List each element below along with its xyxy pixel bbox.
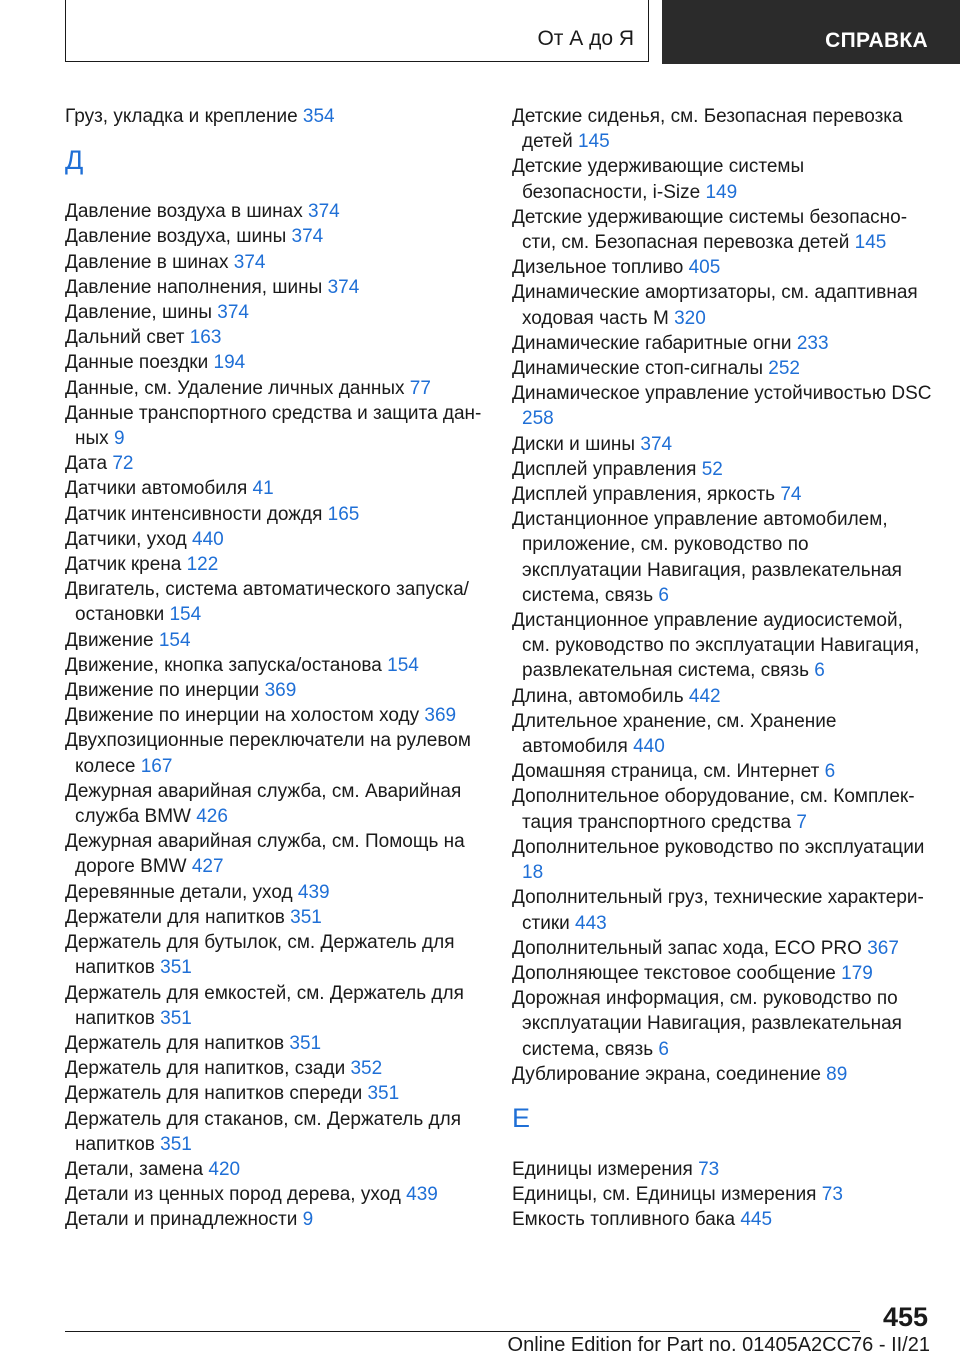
index-section-letter: Е: [512, 1102, 531, 1133]
index-entry-text: Датчики, уход: [65, 528, 193, 550]
index-page-link[interactable]: 6: [658, 584, 669, 606]
index-entry-text: Динамическое управление устойчивостью DSC: [512, 383, 932, 405]
index-page-link[interactable]: 420: [208, 1158, 241, 1180]
index-entry: [65, 1157, 485, 1182]
index-entry: [65, 1031, 485, 1056]
index-entry-text: Данные поездки: [65, 352, 214, 374]
index-page-link[interactable]: 351: [367, 1083, 400, 1105]
index-page-link[interactable]: 374: [327, 276, 360, 298]
index-entry-text: Дисплей управления, яркость: [512, 484, 781, 506]
index-entry: [65, 829, 485, 879]
index-entry-text: Динамические стоп-сигналы: [512, 358, 769, 380]
index-entry-text: Дополнительное руководство по эксплуатации: [512, 836, 925, 858]
index-page-link[interactable]: 122: [186, 554, 219, 576]
index-entry-text: Единицы, см. Единицы измерения: [512, 1184, 822, 1206]
index-page-link[interactable]: 374: [308, 201, 340, 223]
index-page-link[interactable]: 6: [814, 660, 825, 682]
index-entry-text: Данные транспортного средства и защита дан-ных: [65, 402, 482, 450]
index-page-link[interactable]: 374: [217, 302, 249, 324]
index-entry: [65, 376, 485, 401]
index-entry: [512, 1207, 932, 1232]
index-entry-text: Детали из ценных пород дерева, уход: [65, 1184, 407, 1206]
index-page-link[interactable]: 369: [424, 705, 457, 727]
footer-edition: Online Edition for Part no. 01405A2CC76 - II/21: [507, 1334, 930, 1356]
index-entry-text: Дополнительный запас хода, ECO PRO: [512, 937, 868, 959]
index-entry: [512, 986, 932, 1062]
index-page-link[interactable]: 165: [327, 503, 360, 525]
index-entry-text: Держатель для напитков: [65, 1032, 290, 1054]
index-entry: [65, 905, 485, 930]
index-entry: [65, 880, 485, 905]
index-entry-text: Дублирование экрана, соединение: [512, 1063, 827, 1085]
index-entry: [65, 300, 485, 325]
index-entry-text: Держатели для напитков: [65, 906, 291, 928]
index-page-link[interactable]: 427: [191, 856, 224, 878]
index-entry: [65, 502, 485, 527]
index-entry: [512, 381, 932, 431]
index-entry: [512, 936, 932, 961]
index-entry: [65, 552, 485, 577]
index-entry-text: Детали и принадлежности: [65, 1209, 303, 1231]
index-entry: [512, 684, 932, 709]
index-entry: [65, 779, 485, 829]
index-entry-text: Динамические амортизаторы, см. адаптивная ходовая часть M: [512, 282, 918, 329]
index-entry-text: Давление, шины: [65, 302, 218, 324]
footer-divider: [65, 1331, 860, 1332]
index-entry: [512, 608, 932, 684]
index-entry-text: Деревянные детали, уход: [65, 881, 298, 903]
index-entry-text: Держатель для напитков спереди: [65, 1083, 368, 1105]
index-entry: [512, 482, 932, 507]
index-entry: [512, 154, 932, 204]
index-entry: [65, 104, 485, 129]
index-entry: [512, 507, 932, 608]
index-entry-text: Дальний свет: [65, 327, 190, 349]
index-page-link[interactable]: 439: [297, 881, 330, 903]
index-column-right: [512, 104, 932, 1233]
index-entry-text: Емкость топливного бака: [512, 1209, 741, 1231]
index-entry-text: Движение по инерции на холостом ходу: [65, 705, 425, 727]
index-page-link[interactable]: 154: [158, 629, 191, 651]
header-tab[interactable]: [65, 0, 649, 62]
index-entry-text: Дистанционное управление автомобилем, приложение, см. руководство по эксплуатации Навигация, развлекательная система, связь: [512, 509, 902, 606]
index-entry-text: Дополняющее текстовое сообщение: [512, 962, 842, 984]
index-entry-text: Дата: [65, 453, 113, 475]
index-page-link[interactable]: 351: [160, 1133, 192, 1155]
index-page-link[interactable]: 320: [674, 307, 706, 329]
header-section-label: СПРАВКА: [825, 29, 928, 52]
index-entry-text: Давление в шинах: [65, 251, 234, 273]
index-entry: [65, 1107, 485, 1157]
index-page-link[interactable]: 258: [522, 408, 554, 430]
index-entry-text: Диски и шины: [512, 433, 641, 455]
index-entry: [512, 1157, 932, 1182]
index-entry-text: Данные, см. Удаление личных данных: [65, 377, 410, 399]
index-page-link[interactable]: 405: [688, 257, 721, 279]
index-entry: [65, 275, 485, 300]
index-entry-text: Давление воздуха, шины: [65, 226, 292, 248]
header-tab-label: От А до Я: [537, 27, 634, 50]
index-page-link[interactable]: 440: [633, 736, 665, 758]
index-entry-text: Давление наполнения, шины: [65, 276, 328, 298]
index-entry: [512, 961, 932, 986]
index-entry: [65, 728, 485, 778]
index-entry-text: Дежурная аварийная служба, см. Помощь на дороге BMW: [65, 831, 465, 878]
index-entry-text: Длина, автомобиль: [512, 685, 689, 707]
index-entry: [65, 476, 485, 501]
index-entry-text: Детские сиденья, см. Безопасная перевозка детей: [512, 106, 903, 153]
index-entry-text: Держатель для бутылок, см. Держатель для напитков: [65, 932, 455, 979]
index-entry-text: Дополнительный груз, технические характери-стики: [512, 887, 924, 934]
index-entry: [65, 577, 485, 627]
index-entry: [65, 527, 485, 552]
index-page-link[interactable]: 374: [291, 226, 324, 248]
index-entry: [512, 280, 932, 330]
index-entry: [512, 1062, 932, 1087]
index-entry-text: Дополнительное оборудование, см. Комплек-тация транспортного средства: [512, 786, 915, 833]
index-entry: [65, 1207, 485, 1232]
index-page-link[interactable]: 179: [841, 962, 873, 984]
index-entry: [512, 1182, 932, 1207]
index-entry-text: Единицы измерения: [512, 1158, 699, 1180]
index-entry-text: Дизельное топливо: [512, 257, 689, 279]
index-page-link[interactable]: 439: [406, 1184, 438, 1206]
index-entry-text: Груз, укладка и крепление: [65, 106, 303, 127]
index-entry-text: Датчики автомобиля: [65, 478, 253, 500]
index-page-link[interactable]: 154: [169, 604, 202, 626]
index-entry: [512, 885, 932, 935]
index-entry-text: Датчик интенсивности дождя: [65, 503, 328, 525]
index-entry-text: Динамические габаритные огни: [512, 332, 797, 354]
index-entry: [65, 628, 485, 653]
index-page-link[interactable]: 74: [780, 484, 802, 506]
index-page-link[interactable]: 367: [867, 937, 899, 959]
index-page-link[interactable]: 7: [796, 811, 807, 833]
index-entry-text: Детские удерживающие системы безопасности, i-Size: [512, 156, 805, 203]
index-page-link[interactable]: 18: [522, 862, 544, 884]
index-page-link[interactable]: 252: [768, 358, 800, 380]
index-entry: [65, 350, 485, 375]
index-entry: [512, 356, 932, 381]
index-entry-text: Длительное хранение, см. Хранение автомобиля: [512, 710, 837, 758]
index-entry-text: Датчик крена: [65, 554, 187, 576]
index-page-link[interactable]: 154: [387, 654, 419, 676]
index-page-link[interactable]: 167: [140, 755, 173, 777]
index-page-link[interactable]: 443: [575, 912, 607, 934]
index-page-link[interactable]: 374: [640, 433, 673, 455]
index-page-link[interactable]: 145: [577, 131, 610, 153]
index-entry: [65, 250, 485, 275]
index-entry: [65, 678, 485, 703]
index-page-link[interactable]: 9: [113, 428, 125, 450]
page-header: [65, 0, 960, 64]
index-page-link[interactable]: 73: [821, 1184, 843, 1206]
index-entry-text: Дисплей управления: [512, 458, 702, 480]
index-entry-text: Дежурная аварийная служба, см. Аварийная служба BMW: [65, 780, 462, 828]
index-page-link[interactable]: 89: [826, 1063, 848, 1085]
index-entry: [65, 451, 485, 476]
index-entry: [512, 759, 932, 784]
index-entry-text: Двигатель, система автоматического запуска/ остановки: [65, 579, 469, 626]
index-page-link[interactable]: 41: [252, 478, 274, 500]
index-entry: [65, 199, 485, 224]
index-page-link[interactable]: 351: [290, 906, 322, 928]
index-entry: [512, 784, 932, 834]
index-page-link[interactable]: 440: [192, 528, 224, 550]
index-entry-text: Домашняя страница, см. Интернет: [512, 761, 825, 783]
index-entry: [65, 981, 485, 1031]
index-page-link[interactable]: 351: [160, 1007, 192, 1029]
index-page-link[interactable]: 77: [409, 377, 431, 399]
index-page-link[interactable]: 442: [688, 685, 721, 707]
index-entry: [65, 653, 485, 678]
index-page-link[interactable]: 369: [264, 680, 297, 702]
index-page-link[interactable]: 145: [854, 232, 887, 254]
index-entry-text: Держатель для напитков, сзади: [65, 1058, 351, 1080]
index-entry: [512, 104, 932, 154]
index-page-link[interactable]: 374: [233, 251, 266, 273]
index-page-link[interactable]: 445: [740, 1209, 773, 1231]
index-section-letter: Д: [65, 145, 84, 176]
index-page-link[interactable]: 52: [701, 458, 723, 480]
index-entry: [65, 1081, 485, 1106]
index-entry-text: Движение по инерции: [65, 680, 265, 702]
index-entry: [512, 835, 932, 885]
index-entry-text: Давление воздуха в шинах: [65, 201, 309, 223]
index-entry-text: Дорожная информация, см. руководство по эксплуатации Навигация, развлекательная система, связь: [512, 988, 902, 1060]
index-entry-text: Движение: [65, 629, 159, 651]
index-page-link[interactable]: 9: [302, 1209, 314, 1231]
index-entry: [65, 325, 485, 350]
index-entry: [512, 255, 932, 280]
index-entry-text: Детали, замена: [65, 1158, 209, 1180]
index-entry-text: Держатель для стаканов, см. Держатель для напитков: [65, 1108, 461, 1155]
index-page-link[interactable]: 351: [160, 957, 192, 979]
index-page-link[interactable]: 6: [658, 1038, 669, 1060]
index-entry: [65, 401, 485, 451]
index-entry-text: Дистанционное управление аудиосистемой, см. руководство по эксплуатации Навигация, развлекательная система, связь: [512, 610, 920, 682]
index-entry: [512, 331, 932, 356]
index-entry-text: Детские удерживающие системы безопасно-сти, см. Безопасная перевозка детей: [512, 206, 908, 254]
index-page-link[interactable]: 163: [189, 327, 222, 349]
index-entry-text: Держатель для емкостей, см. Держатель для напитков: [65, 982, 464, 1029]
index-page-link[interactable]: 352: [350, 1058, 383, 1080]
index-entry: [65, 930, 485, 980]
index-entry: [512, 709, 932, 759]
index-entry: [65, 1056, 485, 1081]
index-entry-text: Движение, кнопка запуска/останова: [65, 654, 388, 676]
index-entry: [65, 224, 485, 249]
index-page-link[interactable]: 233: [796, 332, 829, 354]
page-number: 455: [882, 1302, 928, 1332]
index-page-link[interactable]: 73: [698, 1158, 720, 1180]
index-page-link[interactable]: 149: [705, 181, 738, 203]
index-page-link[interactable]: 72: [112, 453, 134, 475]
index-entry: [512, 457, 932, 482]
index-entry-text: Двухпозиционные переключатели на рулевом колесе: [65, 730, 471, 777]
index-page-link[interactable]: 354: [302, 106, 335, 127]
index-column-left: [65, 104, 485, 1233]
index-page-link[interactable]: 351: [289, 1032, 322, 1054]
index-entry: [512, 205, 932, 255]
index-page-link[interactable]: 6: [824, 761, 836, 783]
index-entry: [65, 1182, 485, 1207]
header-section[interactable]: [662, 0, 960, 64]
index-page-link[interactable]: 426: [196, 806, 228, 828]
index-entry: [512, 432, 932, 457]
index-page-link[interactable]: 194: [213, 352, 246, 374]
index-entry: [65, 703, 485, 728]
